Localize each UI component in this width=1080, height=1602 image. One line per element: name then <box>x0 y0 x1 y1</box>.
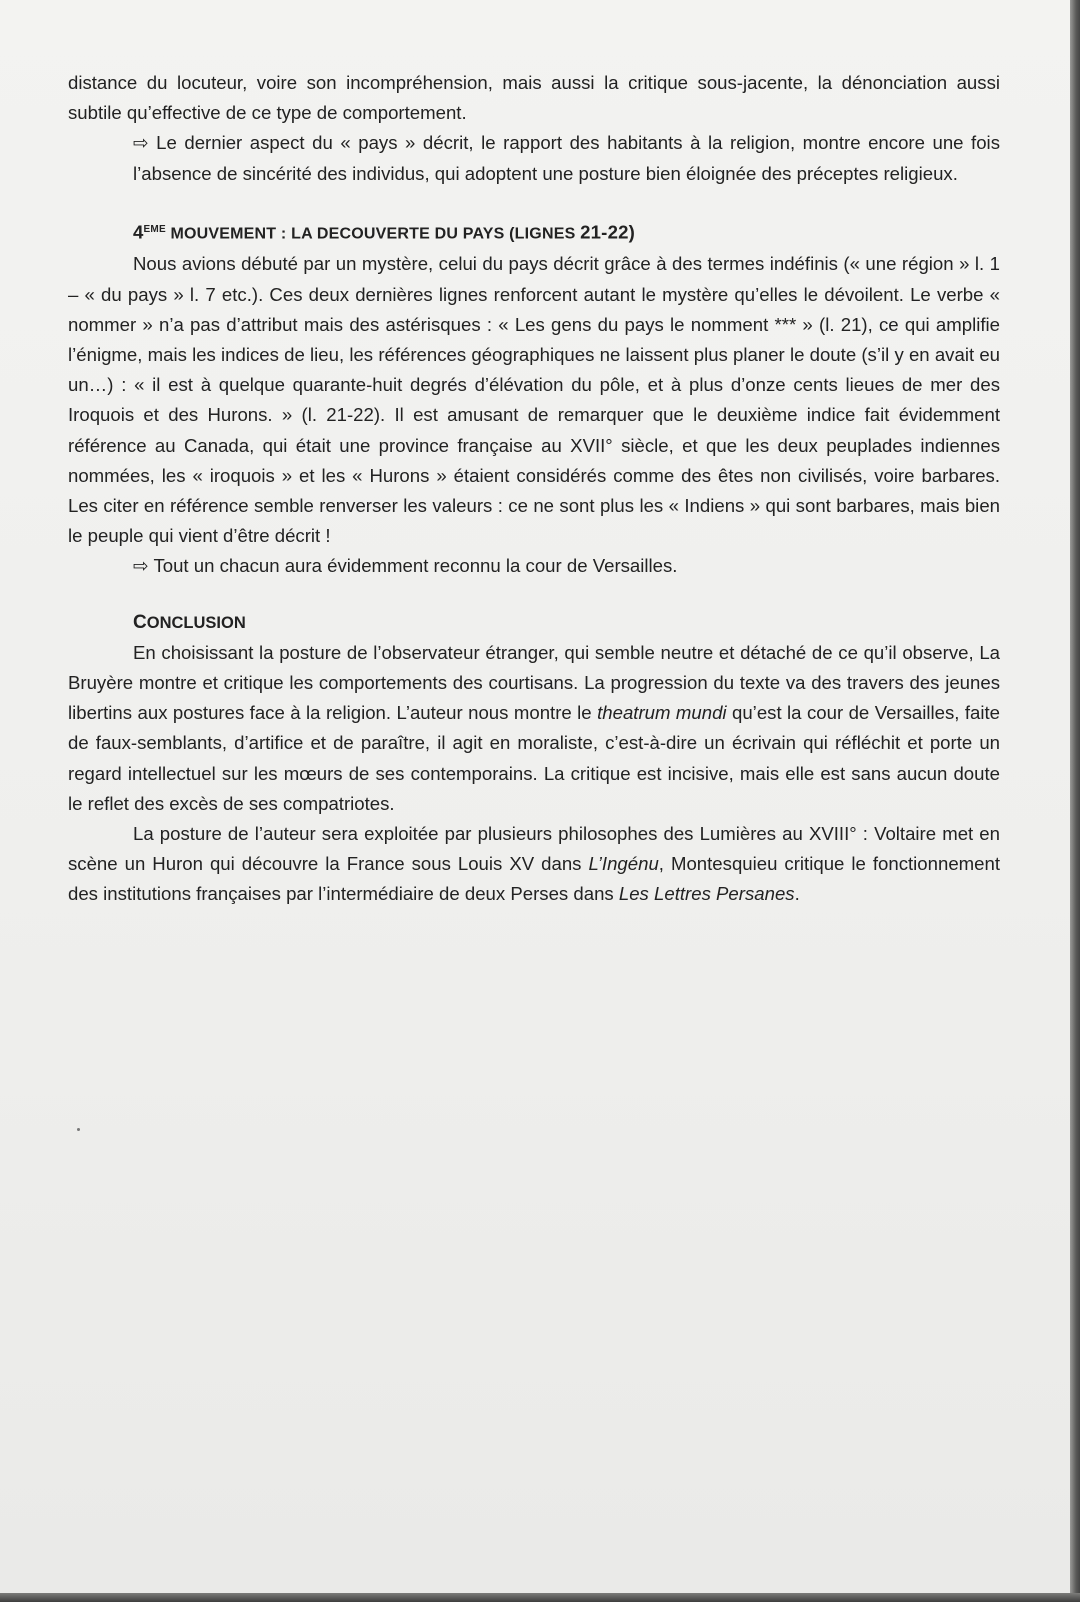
conclusion-paragraph-1: En choisissant la posture de l’observateur étranger, qui semble neutre et détaché de ce qu’il observe, La Bruyère montre et critique les comportements des courtisans. La progression du texte va des travers des jeunes libertins aux postures face à la religion. L’auteur nous montre le theatrum mundi qu’est la cour de Versailles, faite de faux-semblants, d’artifice et de paraître, il agit en moraliste, c’est-à-dire un écrivain qui réfléchit et porte un regard intellectuel sur les mœurs de ses contemporains. La critique est incisive, mais elle est sans aucun doute le reflet des excès de ses compatriotes. <box>68 641 1001 814</box>
arrow-point-versailles: ⇨ Tout un chacun aura évidemment reconnu la cour de Versailles. <box>133 555 678 577</box>
document-body <box>68 68 1000 910</box>
section-4-heading: 4EME MOUVEMENT : LA DECOUVERTE DU PAYS (LIGNES 21-22) <box>133 221 636 243</box>
section-4-paragraph: Nous avions débuté par un mystère, celui du pays décrit grâce à des termes indéfinis (« une région » l. 1 – « du pays » l. 7 etc.). Ces deux dernières lignes renforcent autant le mystère qu’elles le dévoilent. Le verbe « nommer » n’a pas d’attribut mais des astérisques : « Les gens du pays le nomment *** » (l. 21), ce qui amplifie l’énigme, mais les indices de lieu, les références géographiques ne laissent plus planer le doute (s’il y en avait eu un…) : « il est à quelque quarante-huit degrés d’élévation du pôle, et à plus d’onze cents lieues de mer des Iroquois et des Hurons. » (l. 21-22). Il est amusant de remarquer que le deuxième indice fait évidemment référence au Canada, qui était une province française au XVII° siècle, et que les deux peuplades indiennes nommées, les « iroquois » et les « Hurons » étaient considérés comme des êtes non civilisés, voire barbares. Les citer en référence semble renverser les valeurs : ce ne sont plus les « Indiens » qui sont barbares, mais bien le peuple qui vient d’être décrit ! <box>68 253 1000 547</box>
conclusion-paragraph-2: La posture de l’auteur sera exploitée par plusieurs philosophes des Lumières au XVIII° : Voltaire met en scène un Huron qui découvre la France sous Louis XV dans L’Ingénu, Montesquieu critique le fonctionnement des institutions françaises par l’intermédiaire de deux Perses dans Les Lettres Persanes. <box>68 823 1000 905</box>
arrow-right-icon: ⇨ <box>133 555 149 577</box>
arrow-right-icon: ⇨ <box>133 132 149 154</box>
page-bottom-shadow <box>0 1593 1080 1602</box>
intro-paragraph: distance du locuteur, voire son incompréhension, mais aussi la critique sous-jacente, la dénonciation aussi subtile qu’effective de ce type de comportement. <box>68 72 1000 124</box>
page-edge-shadow <box>1070 0 1080 1602</box>
stray-mark <box>77 1128 80 1131</box>
conclusion-heading: CONCLUSION <box>133 611 246 633</box>
arrow-point-religion: ⇨ Le dernier aspect du « pays » décrit, le rapport des habitants à la religion, montre encore une fois l’absence de sincérité des individus, qui adoptent une posture bien éloignée des préceptes religieux. <box>133 132 1000 184</box>
